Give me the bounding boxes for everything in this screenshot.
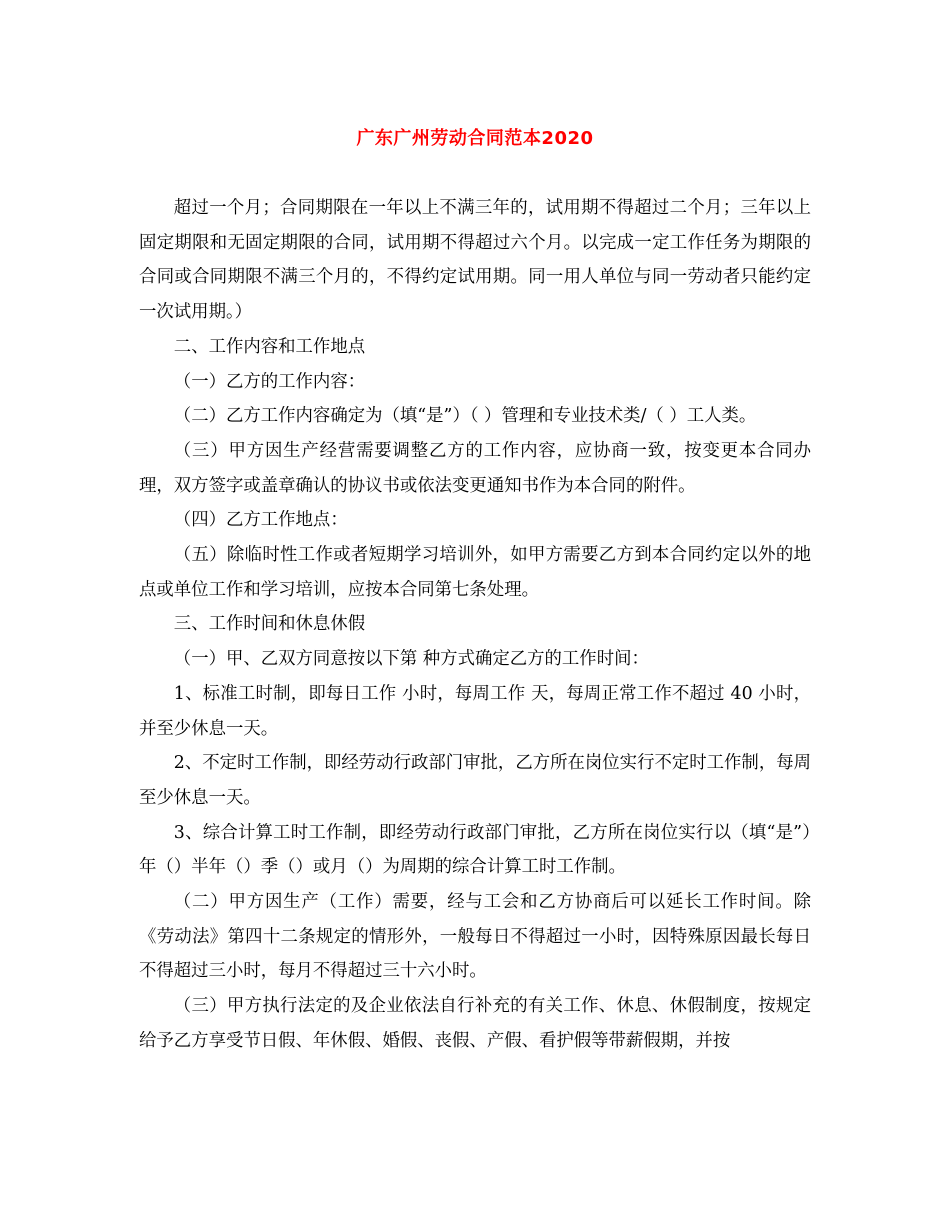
paragraph: （二）甲方因生产（工作）需要，经与工会和乙方协商后可以延长工作时间。除《劳动法》第四十二条规定的情形外，一般每日不得超过一小时，因特殊原因最长每日不得超过三小时，每月不得超过三十六小时。 (139, 892, 811, 982)
section-heading: 三、工作时间和休息休假 (173, 614, 366, 635)
paragraph: 超过一个月；合同期限在一年以上不满三年的，试用期不得超过二个月；三年以上固定期限和无固定期限的合同，试用期不得超过六个月。以完成一定工作任务为期限的合同或合同期限不满三个月的，不得约定试用期。同一用人单位与同一劳动者只能约定一次试用期。） (139, 198, 811, 323)
paragraph: （五）除临时性工作或者短期学习培训外，如甲方需要乙方到本合同约定以外的地点或单位工作和学习培训，应按本合同第七条处理。 (139, 545, 811, 600)
paragraph: 3、综合计算工时工作制，即经劳动行政部门审批，乙方所在岗位实行以（填“是”）年（）半年（）季（）或月（）为周期的综合计算工时工作制。 (139, 822, 811, 878)
document-title: 广东广州劳动合同范本2020 (356, 128, 594, 149)
paragraph: （一）乙方的工作内容： (173, 371, 366, 392)
paragraph: （一）甲、乙双方同意按以下第 种方式确定乙方的工作时间： (173, 649, 649, 670)
paragraph: （二）乙方工作内容确定为（填“是”）（ ）管理和专业技术类/（ ）工人类。 (173, 406, 757, 427)
section-heading: 二、工作内容和工作地点 (173, 336, 366, 357)
paragraph: 1、标准工时制，即每日工作 小时，每周工作 天，每周正常工作不超过 40 小时，并至少休息一天。 (139, 683, 811, 739)
paragraph: （四）乙方工作地点： (173, 510, 348, 531)
paragraph: （三）甲方执行法定的及企业依法自行补充的有关工作、休息、休假制度，按规定给予乙方享受节日假、年休假、婚假、丧假、产假、看护假等带薪假期，并按 (139, 996, 811, 1051)
paragraph: 2、不定时工作制，即经劳动行政部门审批，乙方所在岗位实行不定时工作制，每周至少休息一天。 (139, 753, 811, 808)
paragraph: （三）甲方因生产经营需要调整乙方的工作内容，应协商一致，按变更本合同办理，双方签字或盖章确认的协议书或依法变更通知书作为本合同的附件。 (139, 440, 811, 496)
document-body (139, 191, 811, 1059)
